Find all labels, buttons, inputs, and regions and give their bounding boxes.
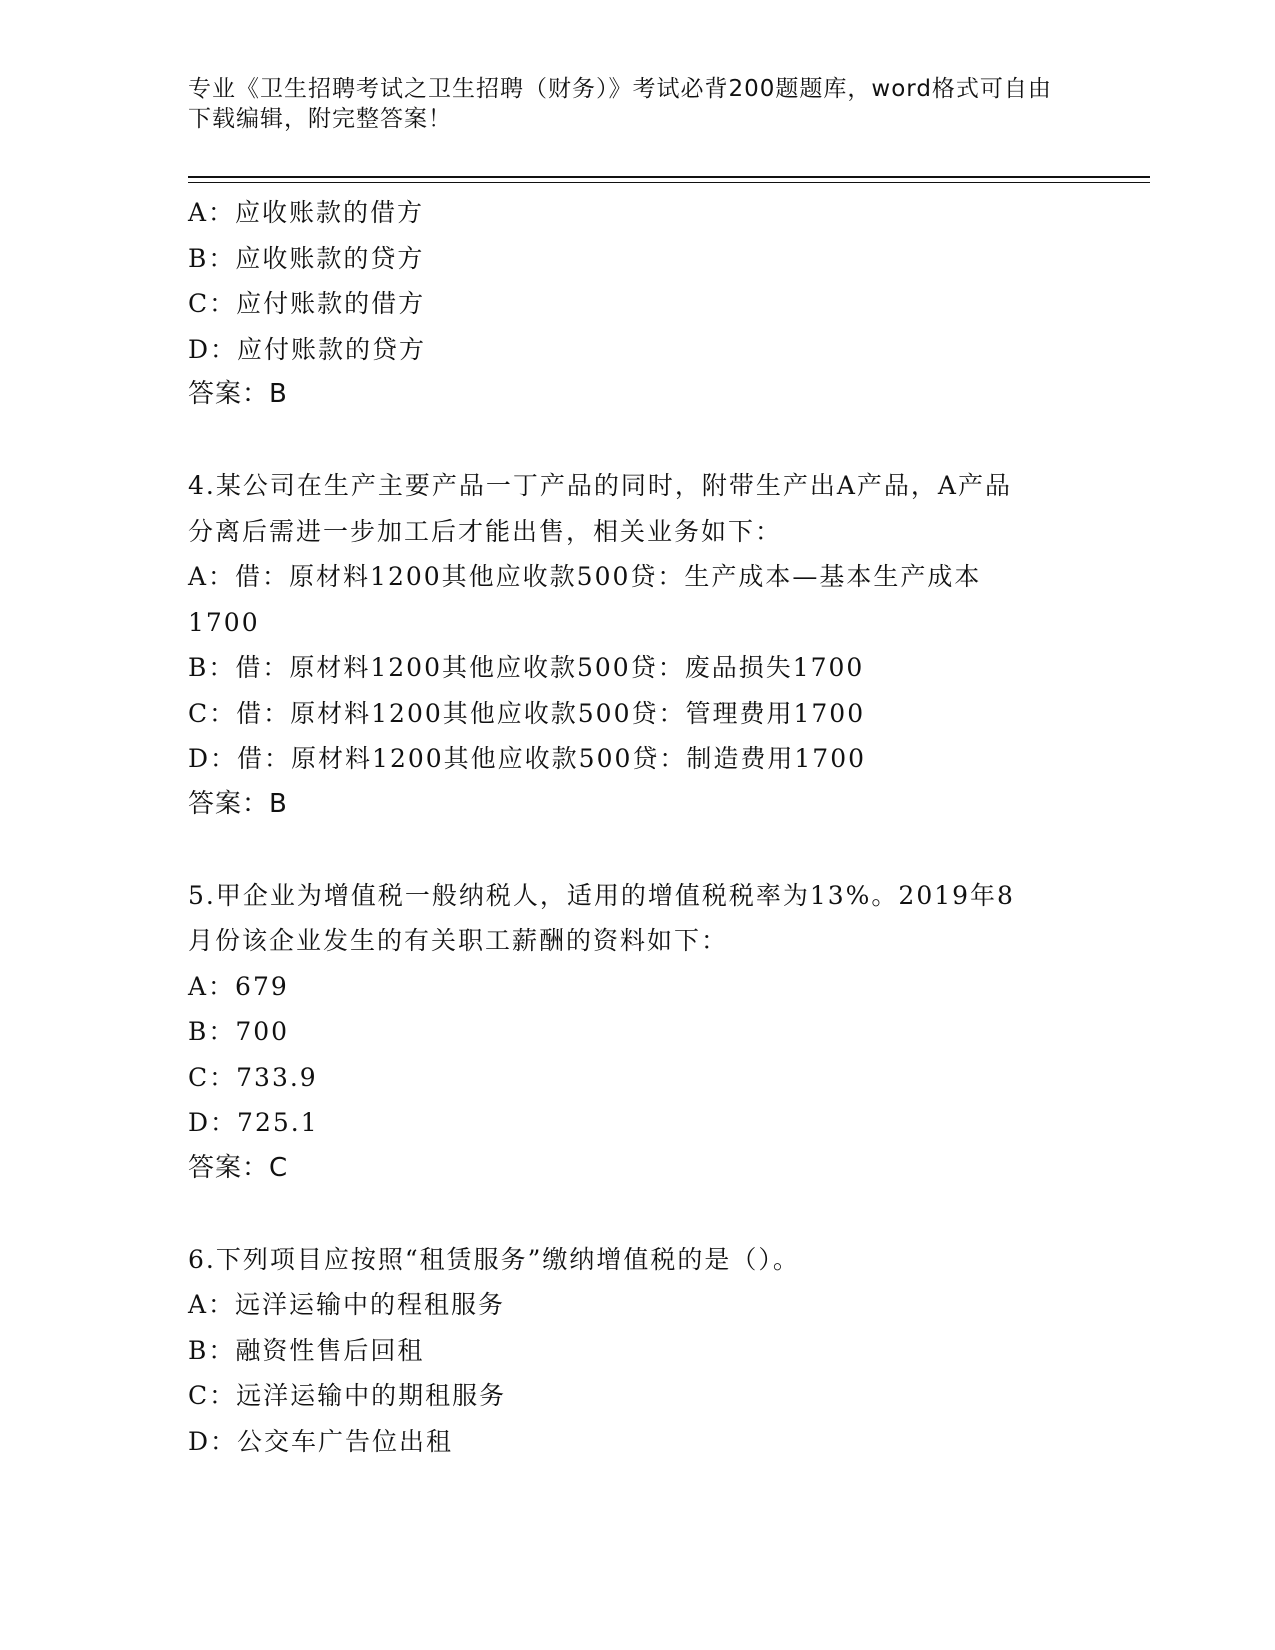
- option-a-continuation: 1700: [188, 607, 260, 637]
- option-b: B：借：原材料1200其他应收款500贷：废品损失1700: [188, 653, 865, 682]
- answer-line: 答案：B: [188, 379, 288, 409]
- option-d: D：应付账款的贷方: [188, 334, 427, 364]
- question-text: 月份该企业发生的有关职工薪酬的资料如下：: [188, 926, 729, 955]
- question-text: 4.某公司在生产主要产品一丁产品的同时，附带生产出A产品，A产品: [188, 471, 1012, 500]
- spacer: [188, 418, 1088, 464]
- option-b: B：700: [188, 1017, 290, 1046]
- header-divider: [188, 176, 1150, 178]
- document-header: 专业《卫生招聘考试之卫生招聘（财务）》考试必背200题题库，word格式可自由下载编辑，附完整答案！: [188, 76, 1052, 132]
- spacer: [188, 1191, 1088, 1237]
- document-body: [188, 190, 1088, 1464]
- option-b: B：应收账款的贷方: [188, 243, 425, 273]
- question-text: 分离后需进一步加工后才能出售，相关业务如下：: [188, 516, 783, 546]
- question-block: [188, 190, 1088, 418]
- question-block: [188, 1237, 1088, 1465]
- answer-line: 答案：C: [188, 1152, 289, 1183]
- option-d: D：公交车广告位出租: [188, 1426, 454, 1456]
- header-divider-thin: [188, 182, 1150, 183]
- option-a: A：应收账款的借方: [188, 198, 425, 227]
- question-block: [188, 463, 1088, 827]
- question-text: 5.甲企业为增值税一般纳税人，适用的增值税税率为13%。2019年8: [188, 880, 1015, 910]
- option-d: D：725.1: [188, 1108, 319, 1137]
- option-c: C：借：原材料1200其他应收款500贷：管理费用1700: [188, 698, 866, 728]
- option-b: B：融资性售后回租: [188, 1335, 425, 1365]
- option-a: A：借：原材料1200其他应收款500贷：生产成本—基本生产成本: [188, 562, 982, 591]
- spacer: [188, 827, 1088, 873]
- option-d: D：借：原材料1200其他应收款500贷：制造费用1700: [188, 744, 867, 773]
- option-c: C：远洋运输中的期租服务: [188, 1381, 507, 1410]
- option-a: A：远洋运输中的程租服务: [188, 1290, 506, 1319]
- option-c: C：应付账款的借方: [188, 289, 426, 318]
- question-text: 6.下列项目应按照“租赁服务”缴纳增值税的是（）。: [188, 1244, 800, 1274]
- answer-line: 答案：B: [188, 788, 288, 819]
- question-block: [188, 873, 1088, 1192]
- option-a: A：679: [188, 971, 289, 1001]
- option-c: C：733.9: [188, 1062, 318, 1092]
